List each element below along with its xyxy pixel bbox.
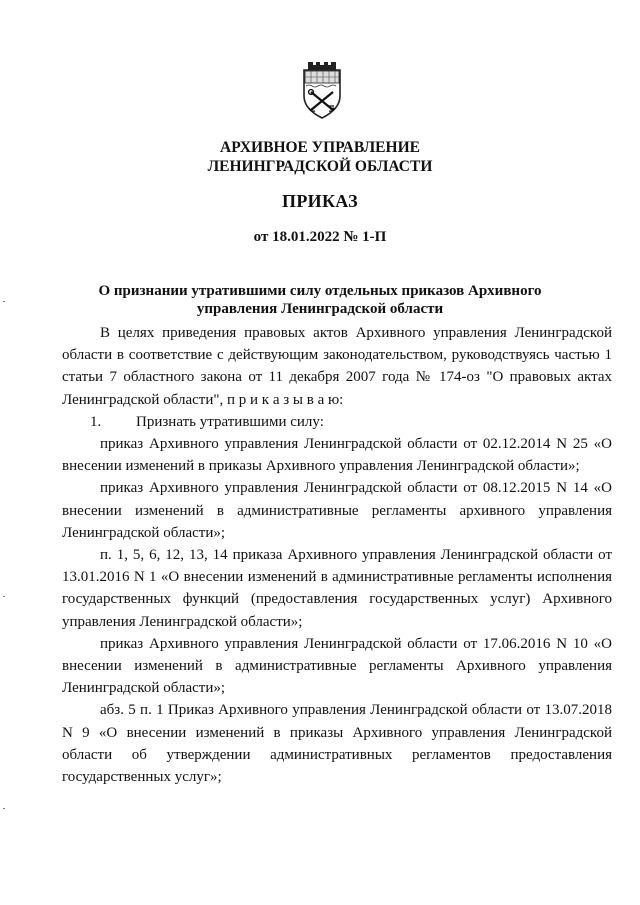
subject-line1: О признании утратившими силу отдельных приказов Архивного: [98, 283, 542, 299]
item-1-text: Признать утратившими силу:: [136, 413, 324, 430]
coat-of-arms-emblem: [300, 58, 344, 120]
repealed-act-3: п. 1, 5, 6, 12, 13, 14 приказа Архивного управления Ленинградской области от 13.01.2016 N 1 «О внесении изменений в административные регламенты исполнения государственных функций (предоставления государственных услуг) Архивного управления Ленинградской области»;: [62, 547, 612, 630]
document-body: [62, 322, 612, 788]
coat-of-arms-icon: [300, 58, 344, 120]
repealed-act-2: приказ Архивного управления Ленинградской области от 08.12.2015 N 14 «О внесении изменений в административные регламенты архивного управления Ленинградской области»;: [62, 480, 612, 541]
document-number: от 18.01.2022 № 1-П: [253, 229, 387, 245]
organization-name-line2: ЛЕНИНГРАДСКОЙ ОБЛАСТИ: [207, 158, 433, 175]
scan-mark: [3, 596, 5, 597]
scan-mark: [3, 808, 5, 809]
item-1-number: 1.: [90, 413, 102, 430]
scan-mark: [3, 301, 5, 302]
repealed-act-1: приказ Архивного управления Ленинградской области от 02.12.2014 N 25 «О внесении изменений в приказы Архивного управления Ленинградской области»;: [62, 436, 612, 475]
organization-name-line1: АРХИВНОЕ УПРАВЛЕНИЕ: [220, 139, 420, 156]
preamble-paragraph: В целях приведения правовых актов Архивного управления Ленинградской области в соответствие с действующим законодательством, руководствуясь частью 1 статьи 7 областного закона от 11 декабря 2007 года № 174-оз "О правовых актах Ленинградской области", п р и к а з ы в а ю:: [62, 325, 612, 408]
repealed-act-4: приказ Архивного управления Ленинградской области от 17.06.2016 N 10 «О внесении изменений в административные регламенты Архивного управления Ленинградской области»;: [62, 635, 612, 697]
subject-line2: управления Ленинградской области: [196, 301, 444, 317]
organization-name: [0, 138, 640, 176]
document-subject: [0, 282, 640, 318]
document-type: ПРИКАЗ: [282, 191, 358, 211]
repealed-act-5: абз. 5 п. 1 Приказ Архивного управления Ленинградской области от 13.07.2018 N 9 «О внесении изменений в приказы Архивного управления Ленинградской области об утверждении административных регламентов предоставления государственных услуг»;: [62, 702, 612, 786]
item-1: [62, 411, 612, 433]
